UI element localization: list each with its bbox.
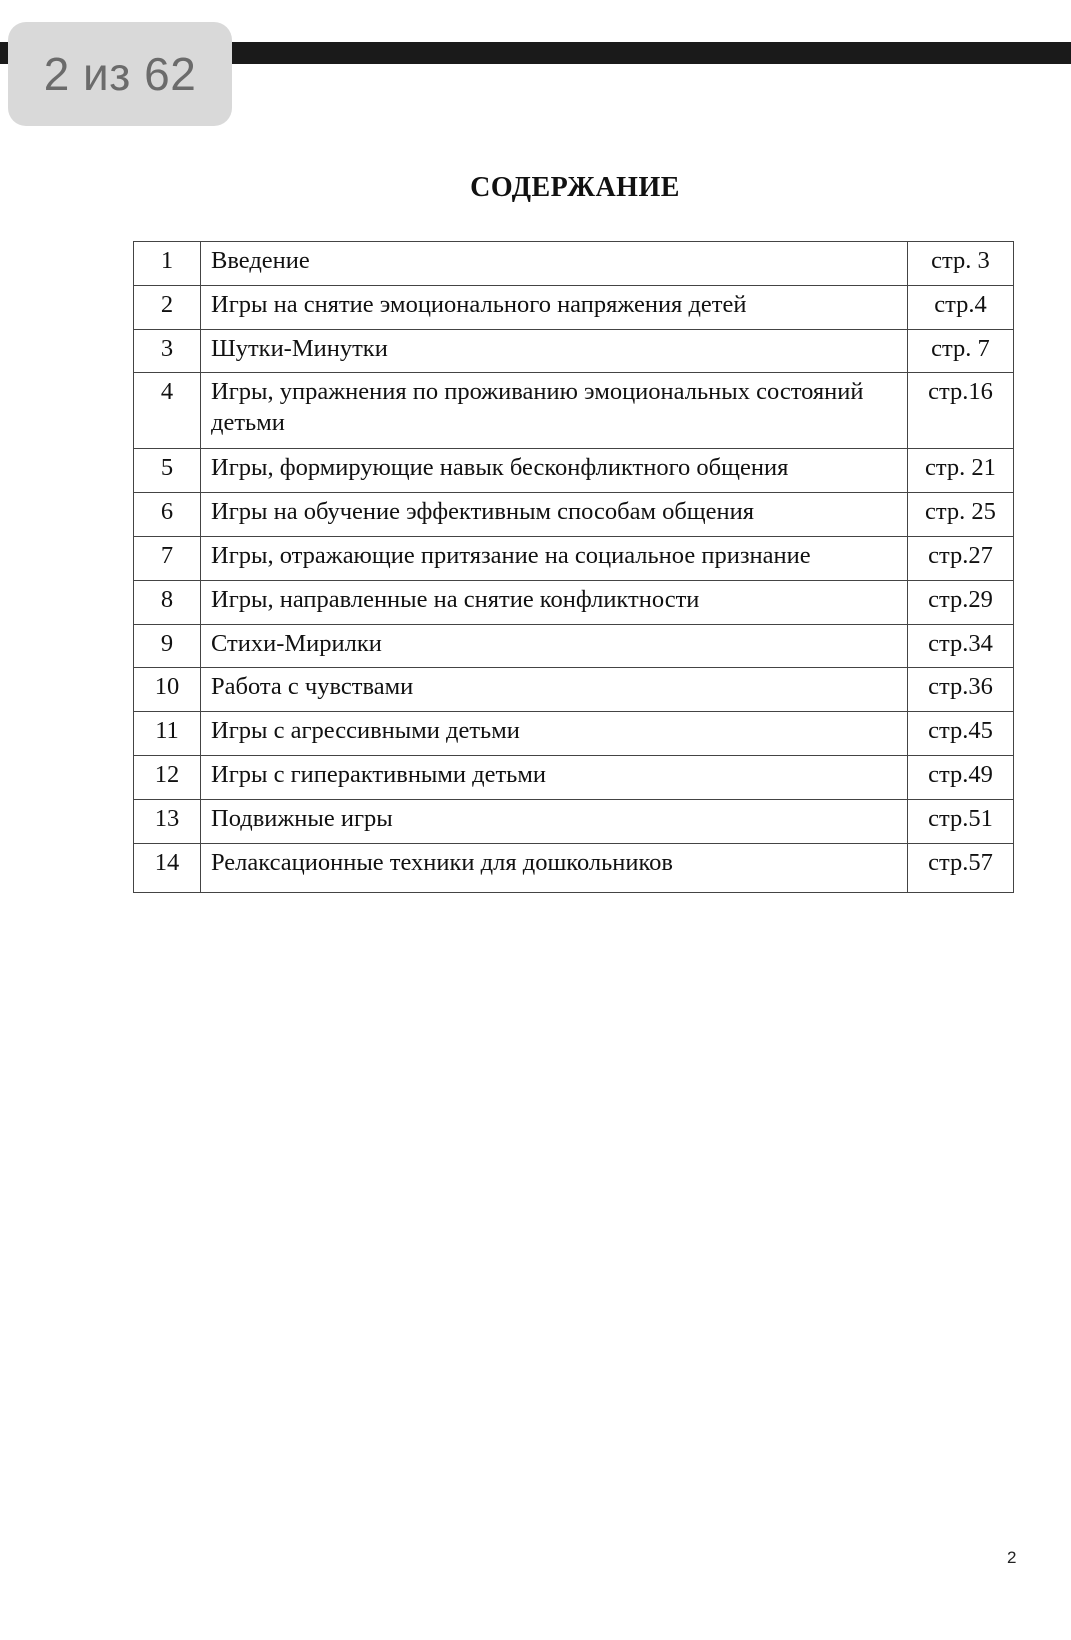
toc-page: стр. 21 — [908, 449, 1014, 493]
toc-number: 2 — [134, 285, 201, 329]
toc-page: стр. 7 — [908, 329, 1014, 373]
toc-page: стр.4 — [908, 285, 1014, 329]
toc-title: Игры с агрессивными детьми — [201, 712, 908, 756]
toc-title: Игры, отражающие притязание на социальное признание — [201, 536, 908, 580]
toc-page: стр.51 — [908, 799, 1014, 843]
toc-number: 10 — [134, 668, 201, 712]
toc-row — [134, 242, 1014, 286]
toc-title: Игры, направленные на снятие конфликтности — [201, 580, 908, 624]
toc-row — [134, 624, 1014, 668]
toc-number: 11 — [134, 712, 201, 756]
toc-page: стр. 3 — [908, 242, 1014, 286]
toc-row — [134, 373, 1014, 449]
toc-number: 6 — [134, 493, 201, 537]
toc-title: Игры с гиперактивными детьми — [201, 755, 908, 799]
toc-row — [134, 285, 1014, 329]
toc-number: 7 — [134, 536, 201, 580]
toc-page: стр.16 — [908, 373, 1014, 449]
toc-number: 5 — [134, 449, 201, 493]
toc-title: Релаксационные техники для дошкольников — [201, 843, 908, 892]
toc-page: стр.49 — [908, 755, 1014, 799]
toc-title: Работа с чувствами — [201, 668, 908, 712]
toc-title: Игры, упражнения по проживанию эмоциональных состояний детьми — [201, 373, 908, 449]
toc-number: 14 — [134, 843, 201, 892]
toc-number: 4 — [134, 373, 201, 449]
page-title: СОДЕРЖАНИЕ — [470, 172, 680, 203]
toc-title: Игры, формирующие навык бесконфликтного общения — [201, 449, 908, 493]
toc-page: стр.45 — [908, 712, 1014, 756]
toc-page: стр.27 — [908, 536, 1014, 580]
toc-title: Подвижные игры — [201, 799, 908, 843]
toc-row — [134, 799, 1014, 843]
toc-row — [134, 668, 1014, 712]
toc-title: Игры на снятие эмоционального напряжения детей — [201, 285, 908, 329]
toc-page: стр.36 — [908, 668, 1014, 712]
toc-row — [134, 449, 1014, 493]
toc-row — [134, 536, 1014, 580]
toc-number: 9 — [134, 624, 201, 668]
toc-row — [134, 843, 1014, 892]
toc-title: Стихи-Мирилки — [201, 624, 908, 668]
toc-number: 8 — [134, 580, 201, 624]
footer-page-number: 2 — [1007, 1548, 1017, 1567]
page-indicator: 2 из 62 — [8, 22, 232, 126]
toc-row — [134, 712, 1014, 756]
toc-number: 3 — [134, 329, 201, 373]
toc-title: Шутки-Минутки — [201, 329, 908, 373]
toc-row — [134, 493, 1014, 537]
toc-title: Игры на обучение эффективным способам общения — [201, 493, 908, 537]
toc-page: стр.34 — [908, 624, 1014, 668]
toc-number: 1 — [134, 242, 201, 286]
toc-row — [134, 755, 1014, 799]
toc-page: стр. 25 — [908, 493, 1014, 537]
toc-number: 13 — [134, 799, 201, 843]
toc-number: 12 — [134, 755, 201, 799]
toc-page: стр.29 — [908, 580, 1014, 624]
toc-title: Введение — [201, 242, 908, 286]
toc-page: стр.57 — [908, 843, 1014, 892]
toc-row — [134, 580, 1014, 624]
toc-row — [134, 329, 1014, 373]
table-of-contents — [133, 241, 1014, 893]
